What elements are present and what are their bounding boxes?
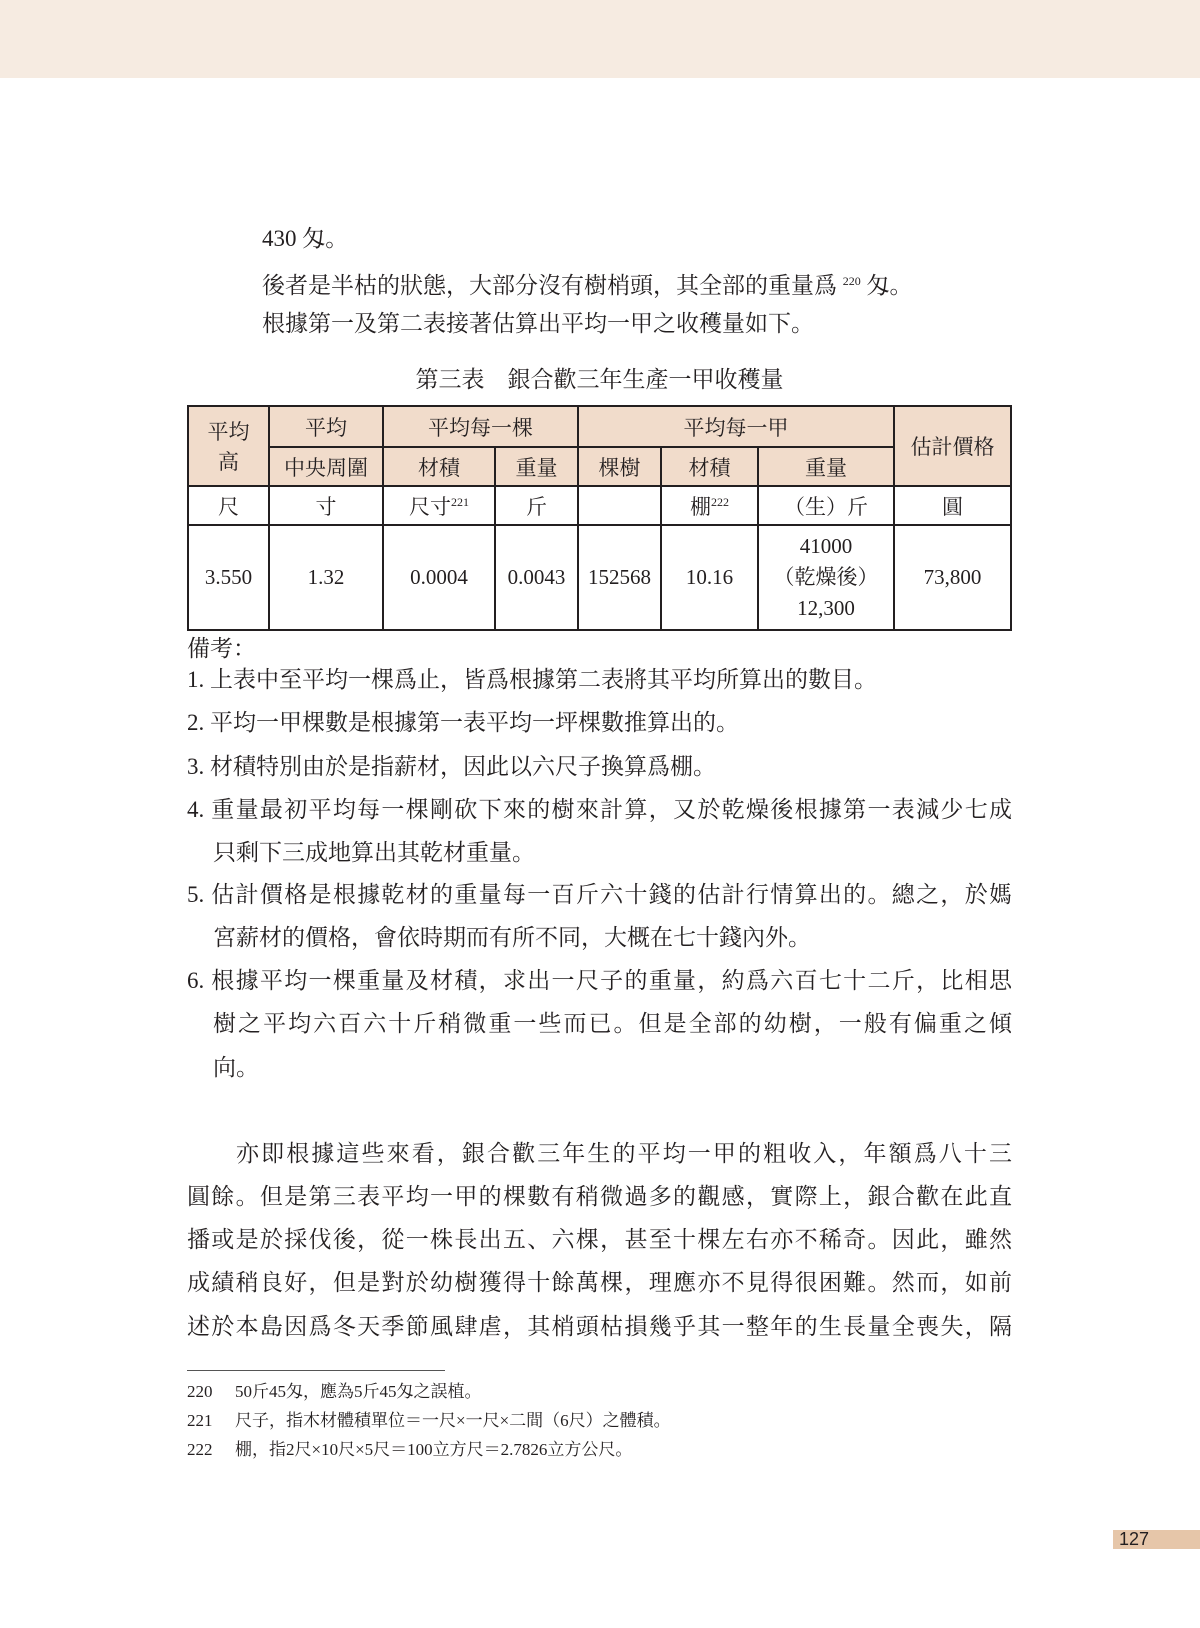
- data-cell: 1.32: [269, 525, 383, 630]
- note-4: 4. 重量最初平均每一棵剛砍下來的樹來計算，又於乾燥後根據第一表減少七成: [187, 797, 1012, 822]
- page-number: 127: [1113, 1530, 1200, 1549]
- header-sub: 材積: [383, 447, 495, 486]
- intro-line-2-text: 後者是半枯的狀態，大部分沒有樹梢頭，其全部的重量爲: [262, 273, 837, 298]
- footnote-divider: [187, 1370, 445, 1371]
- data-cell: 3.550: [188, 525, 269, 630]
- footnote-221: 221 尺子，指木材體積單位＝一尺×一尺×二間（6尺）之體積。: [187, 1411, 671, 1430]
- header-price: 估計價格: [894, 406, 1011, 486]
- unit-cell: 棚$^{222}$: [661, 486, 758, 525]
- note-6: 6. 根據平均一棵重量及材積，求出一尺子的重量，約爲六百七十二斤，比相思: [187, 968, 1012, 993]
- header-avg: 平均: [269, 406, 383, 447]
- data-cell: 73,800: [894, 525, 1011, 630]
- note-4-cont: 只剩下三成地算出其乾材重量。: [213, 840, 535, 865]
- harvest-table: [187, 405, 1012, 631]
- data-cell: 0.0043: [495, 525, 578, 630]
- note-2: 2. 平均一甲棵數是根據第一表平均一坪棵數推算出的。: [187, 710, 739, 735]
- data-cell: 152568: [578, 525, 661, 630]
- header-band: [0, 0, 1200, 78]
- note-6-cont: 樹之平均六百六十斤稍微重一些而已。但是全部的幼樹，一般有偏重之傾: [213, 1011, 1012, 1036]
- paragraph-line-2: 圓餘。但是第三表平均一甲的棵數有稍微過多的觀感，實際上，銀合歡在此直: [187, 1184, 1012, 1209]
- header-sub: 重量: [758, 447, 894, 486]
- note-1: 1. 上表中至平均一棵爲止，皆爲根據第二表將其平均所算出的數目。: [187, 667, 877, 692]
- data-cell: 0.0004: [383, 525, 495, 630]
- units-row: [188, 486, 1011, 525]
- intro-line-2-end: 匁。: [860, 273, 913, 298]
- footnote-ref-220: 220: [842, 274, 861, 288]
- data-cell-weight: 41000 （乾燥後） 12,300: [758, 525, 894, 630]
- header-center-circ: 中央周圍: [269, 447, 383, 486]
- unit-cell: 圓: [894, 486, 1011, 525]
- header-per-jia: 平均每一甲: [578, 406, 894, 447]
- unit-cell: 尺寸$^{221}$: [383, 486, 495, 525]
- paragraph-line-5: 述於本島因爲冬天季節風肆虐，其梢頭枯損幾乎其一整年的生長量全喪失，隔: [187, 1314, 1012, 1339]
- footnote-220: 220 50斤45匁，應為5斤45匁之誤植。: [187, 1382, 482, 1401]
- header-sub: 重量: [495, 447, 578, 486]
- paragraph-line-1: 亦即根據這些來看，銀合歡三年生的平均一甲的粗收入，年額爲八十三: [236, 1141, 1012, 1166]
- header-sub: 材積: [661, 447, 758, 486]
- unit-cell: 尺: [188, 486, 269, 525]
- footnote-222: 222 棚，指2尺×10尺×5尺＝100立方尺＝2.7826立方公尺。: [187, 1440, 633, 1459]
- intro-line-3: 根據第一及第二表接著估算出平均一甲之收穫量如下。: [262, 311, 814, 336]
- notes-title: 備考：: [187, 636, 256, 661]
- paragraph-line-3: 播或是於採伐後，從一株長出五、六棵，甚至十棵左右亦不稀奇。因此，雖然: [187, 1227, 1012, 1252]
- intro-line-2: [262, 266, 913, 301]
- note-5-cont: 宮薪材的價格，會依時期而有所不同，大概在七十錢內外。: [213, 925, 811, 950]
- unit-cell: （生）斤: [758, 486, 894, 525]
- note-3: 3. 材積特別由於是指薪材，因此以六尺子換算爲棚。: [187, 754, 716, 779]
- unit-cell: 寸: [269, 486, 383, 525]
- note-5: 5. 估計價格是根據乾材的重量每一百斤六十錢的估計行情算出的。總之，於媽: [187, 882, 1012, 907]
- header-sub: 棵樹: [578, 447, 661, 486]
- data-cell: 10.16: [661, 525, 758, 630]
- intro-line-1: 430 匁。: [262, 226, 349, 251]
- paragraph-line-4: 成績稍良好，但是對於幼樹獲得十餘萬棵，理應亦不見得很困難。然而，如前: [187, 1270, 1012, 1295]
- table-row: [188, 525, 1011, 630]
- header-per-tree: 平均每一棵: [383, 406, 578, 447]
- unit-cell: 斤: [495, 486, 578, 525]
- header-avg-height: 平均 高: [188, 406, 269, 486]
- unit-cell: [578, 486, 661, 525]
- note-6-end: 向。: [213, 1055, 259, 1080]
- table-title: 第三表 銀合歡三年生產一甲收穫量: [415, 367, 784, 392]
